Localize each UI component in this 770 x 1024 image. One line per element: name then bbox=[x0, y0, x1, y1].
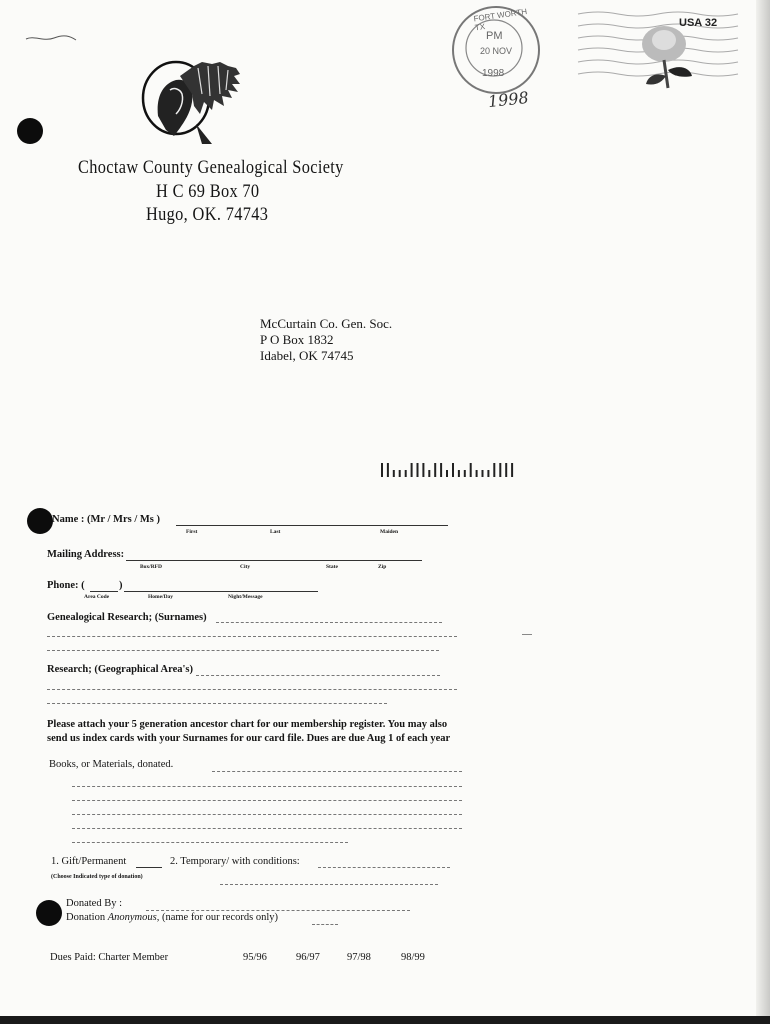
gift-permanent-label: 1. Gift/Permanent bbox=[51, 856, 127, 867]
barcode-bar bbox=[387, 463, 389, 477]
handwritten-year: 1998 bbox=[487, 87, 530, 112]
geographical-line-3[interactable] bbox=[47, 703, 387, 704]
dues-year-2[interactable]: 96/97 bbox=[296, 952, 320, 963]
postmark-year: 1998 bbox=[482, 68, 505, 79]
name-sub-maiden: Maiden bbox=[380, 529, 399, 535]
dues-year-1[interactable]: 95/96 bbox=[243, 952, 267, 963]
genealogical-line-3[interactable] bbox=[47, 650, 439, 651]
mailing-sub-box: Box/RFD bbox=[140, 564, 162, 570]
postmark-city: FORT WORTH TX bbox=[473, 7, 528, 33]
barcode-bar bbox=[464, 470, 466, 477]
barcode-bar bbox=[440, 463, 442, 477]
geographical-line-2[interactable] bbox=[47, 689, 457, 690]
barcode-bar bbox=[482, 470, 484, 477]
barcode-bar bbox=[511, 463, 513, 477]
name-line[interactable] bbox=[176, 525, 448, 526]
recipient-line2: P O Box 1832 bbox=[260, 332, 334, 347]
recipient-line3: Idabel, OK 74745 bbox=[260, 348, 354, 363]
stray-mark bbox=[522, 634, 532, 635]
dues-year-3[interactable]: 97/98 bbox=[347, 952, 371, 963]
gift-temporary-label: 2. Temporary/ with conditions: bbox=[170, 856, 300, 867]
return-address-org: Choctaw County Genealogical Society bbox=[78, 157, 344, 178]
cancellation-lines bbox=[572, 4, 752, 96]
gift-temporary-line[interactable] bbox=[318, 867, 450, 868]
donated-by-label: Donated By : bbox=[66, 898, 122, 909]
membership-notice: Please attach your 5 generation ancestor chart for our membership register. You may also send us index cards with your Surnames for our card file. Dues are due Aug 1 of each year bbox=[47, 719, 451, 744]
name-label: Name : (Mr / Mrs / Ms ) bbox=[52, 514, 160, 525]
barcode-bar bbox=[452, 463, 454, 477]
barcode-bar bbox=[428, 470, 430, 477]
postmark-time: PM bbox=[486, 30, 503, 42]
anonymous-emph: Anonymous, bbox=[107, 912, 160, 923]
barcode-bar bbox=[476, 470, 478, 477]
barcode-bar bbox=[411, 463, 413, 477]
books-line-4[interactable] bbox=[72, 814, 462, 815]
phone-sub-home: Home/Day bbox=[148, 594, 174, 600]
mailing-sub-zip: Zip bbox=[378, 564, 387, 570]
geographical-line-1[interactable] bbox=[196, 675, 440, 676]
page-edge-shadow bbox=[756, 0, 770, 1024]
barcode-bars-icon bbox=[380, 462, 516, 478]
name-sub-last: Last bbox=[270, 529, 281, 535]
name-sub-first: First bbox=[186, 529, 198, 535]
phone-sub-night: Night/Message bbox=[228, 594, 263, 600]
gift-conditions-line[interactable] bbox=[220, 884, 438, 885]
genealogical-line-2[interactable] bbox=[47, 636, 457, 637]
anonymous-line[interactable] bbox=[312, 924, 338, 925]
chief-logo-icon bbox=[140, 54, 245, 146]
punch-hole-top bbox=[17, 118, 43, 144]
barcode-bar bbox=[405, 470, 407, 477]
return-address-line3: Hugo, OK. 74743 bbox=[146, 204, 269, 225]
barcode-bar bbox=[446, 470, 448, 477]
geographical-label: Research; (Geographical Area's) bbox=[47, 664, 194, 675]
barcode-bar bbox=[470, 463, 472, 477]
postmark bbox=[452, 6, 540, 94]
phone-number-line[interactable] bbox=[124, 591, 318, 592]
barcode-bar bbox=[458, 470, 460, 477]
page-bottom-edge bbox=[0, 1016, 770, 1024]
dues-label: Dues Paid: Charter Member bbox=[50, 952, 169, 963]
mailing-sub-state: State bbox=[326, 564, 338, 570]
barcode-bar bbox=[381, 463, 383, 477]
donated-by-line[interactable] bbox=[146, 910, 410, 911]
anonymous-row bbox=[66, 912, 278, 923]
books-line-3[interactable] bbox=[72, 800, 462, 801]
recipient-line1: McCurtain Co. Gen. Soc. bbox=[260, 316, 393, 331]
anonymous-label: Donation bbox=[66, 912, 106, 923]
phone-area-line[interactable] bbox=[90, 591, 118, 592]
phone-sub-area: Area Code bbox=[84, 594, 110, 600]
books-line-1[interactable] bbox=[212, 771, 462, 772]
mailing-sub-city: City bbox=[240, 564, 251, 570]
books-line-6[interactable] bbox=[72, 842, 348, 843]
barcode-bar bbox=[487, 470, 489, 477]
anonymous-rest: (name for our records only) bbox=[161, 912, 278, 923]
postmark-date: 20 NOV bbox=[480, 46, 513, 56]
genealogical-label: Genealogical Research; (Surnames) bbox=[47, 612, 207, 623]
barcode-bar bbox=[399, 470, 401, 477]
gift-permanent-line[interactable] bbox=[136, 867, 162, 868]
books-line-2[interactable] bbox=[72, 786, 462, 787]
barcode-bar bbox=[493, 463, 495, 477]
scribble-mark bbox=[24, 30, 80, 46]
barcode-bar bbox=[393, 470, 395, 477]
barcode-bar bbox=[422, 463, 424, 477]
punch-hole-middle bbox=[27, 508, 53, 534]
books-label: Books, or Materials, donated. bbox=[49, 759, 174, 770]
phone-paren: ) bbox=[119, 580, 123, 591]
punch-hole-bottom bbox=[36, 900, 62, 926]
phone-label: Phone: ( bbox=[47, 580, 85, 591]
return-address-line2: H C 69 Box 70 bbox=[156, 181, 260, 202]
barcode-bar bbox=[499, 463, 501, 477]
genealogical-line-1[interactable] bbox=[216, 622, 442, 623]
dues-year-4[interactable]: 98/99 bbox=[401, 952, 425, 963]
mailing-label: Mailing Address: bbox=[47, 549, 125, 560]
stamp-value: USA 32 bbox=[679, 17, 718, 29]
barcode-bar bbox=[505, 463, 507, 477]
postnet-barcode bbox=[380, 462, 516, 478]
mailing-line[interactable] bbox=[126, 560, 422, 561]
barcode-bar bbox=[417, 463, 419, 477]
gift-sub: (Choose Indicated type of donation) bbox=[51, 874, 143, 880]
barcode-bar bbox=[434, 463, 436, 477]
rose-stamp-icon bbox=[642, 26, 692, 88]
books-line-5[interactable] bbox=[72, 828, 462, 829]
